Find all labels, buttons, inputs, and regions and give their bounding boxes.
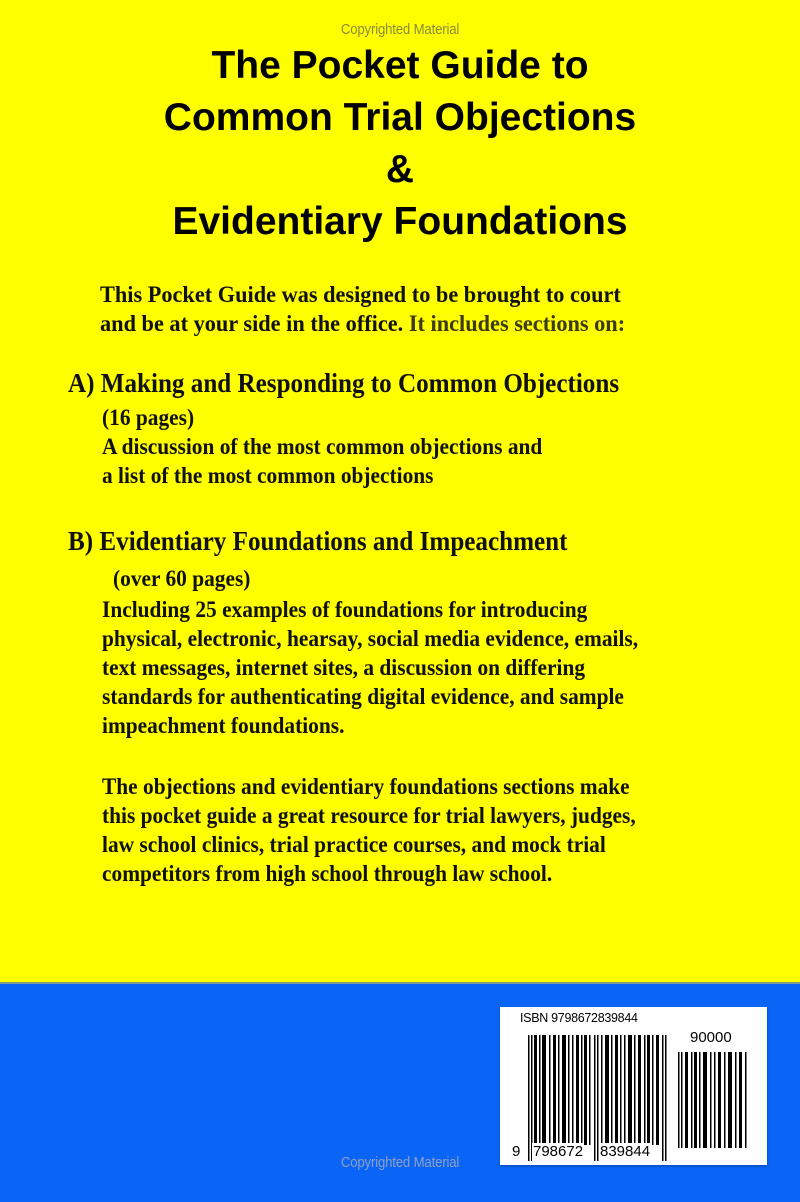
- section-b-body-line-3: text messages, internet sites, a discussion on differing: [102, 655, 586, 680]
- closing-line-4: competitors from high school through law school.: [102, 861, 553, 886]
- section-b-pages: (over 60 pages): [113, 566, 251, 591]
- section-b-body-line-1: Including 25 examples of foundations for introducing: [102, 597, 588, 622]
- intro-line-1: This Pocket Guide was designed to be brought to court: [100, 282, 621, 307]
- section-a-heading: A) Making and Responding to Common Objections: [68, 368, 620, 398]
- title-line-2: Common Trial Objections: [163, 96, 637, 139]
- intro-line-2-part-2: It includes sections on:: [403, 311, 626, 336]
- closing-line-3: law school clinics, trial practice courses, and mock trial: [102, 832, 606, 857]
- barcode-digits-right: 839844: [600, 1143, 651, 1160]
- barcode-addon-bars-icon: [678, 1052, 748, 1148]
- section-a-body-line-1: A discussion of the most common objections and: [102, 434, 543, 459]
- section-b-body-line-5: impeachment foundations.: [102, 713, 345, 738]
- copyright-watermark-top: Copyrighted Material: [340, 21, 460, 38]
- section-a-body-line-2: a list of the most common objections: [102, 463, 434, 488]
- section-b-body-line-4: standards for authenticating digital evidence, and sample: [102, 684, 624, 709]
- copyright-watermark-bottom: Copyrighted Material: [340, 1154, 460, 1171]
- isbn-label: ISBN 9798672839844: [520, 1011, 638, 1025]
- barcode-digits-left: 798672: [533, 1143, 584, 1160]
- title-line-3: &: [385, 148, 415, 191]
- intro-line-2: [100, 311, 625, 337]
- intro-line-2-part-1: and be at your side in the office.: [100, 311, 404, 336]
- barcode-addon-digits: 90000: [690, 1029, 732, 1046]
- closing-line-2: this pocket guide a great resource for trial lawyers, judges,: [102, 803, 636, 828]
- closing-line-1: The objections and evidentiary foundations sections make: [102, 774, 630, 799]
- section-b-heading: B) Evidentiary Foundations and Impeachment: [68, 526, 568, 556]
- section-b-body-line-2: physical, electronic, hearsay, social media evidence, emails,: [102, 626, 639, 651]
- section-a-pages: (16 pages): [102, 405, 195, 430]
- book-title: [0, 40, 800, 248]
- title-line-1: The Pocket Guide to: [211, 44, 589, 87]
- title-line-4: Evidentiary Foundations: [172, 200, 628, 243]
- isbn-barcode: [500, 1007, 767, 1165]
- barcode-digit-lead: 9: [512, 1143, 521, 1160]
